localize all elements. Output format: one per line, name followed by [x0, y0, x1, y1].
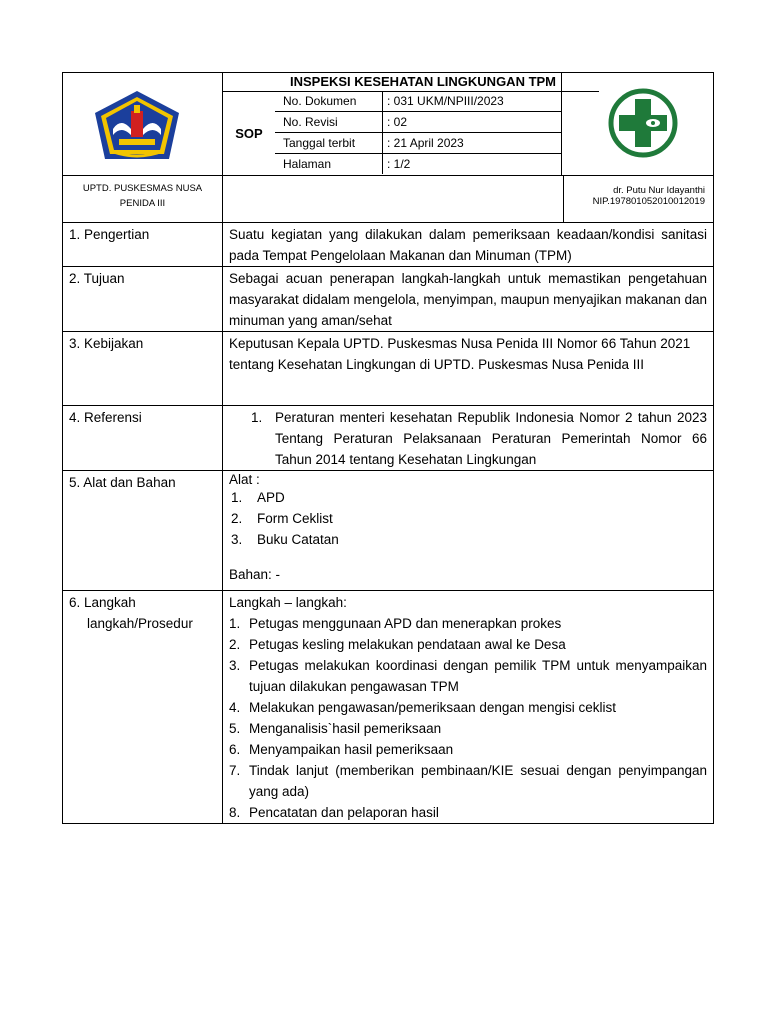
- section-row-pengertian: [63, 223, 714, 267]
- list-number: 2.: [231, 511, 243, 526]
- signer-nip: NIP.197801052010012019: [592, 196, 705, 207]
- document-subheader: [62, 175, 714, 223]
- regional-emblem-logo: [91, 89, 183, 165]
- list-number: 4.: [229, 700, 241, 715]
- list-item: [229, 634, 707, 655]
- list-number: 1.: [251, 410, 263, 425]
- section-row-referensi: [63, 406, 714, 471]
- meta-key: No. Dokumen: [283, 94, 357, 108]
- meta-value: : 02: [387, 115, 408, 129]
- section-row-kebijakan: [63, 332, 714, 406]
- document-meta-table: [275, 91, 561, 174]
- meta-key: Tanggal terbit: [283, 136, 356, 150]
- signer-block: [563, 175, 713, 222]
- list-item: [229, 407, 707, 470]
- meta-row-document-number: [275, 91, 561, 112]
- meta-value: : 21 April 2023: [387, 136, 464, 150]
- list-text: Petugas melakukan koordinasi dengan pemilik TPM untuk menyampaikan tujuan dilakukan pengawasan TPM: [249, 658, 707, 694]
- section-label-line: 6. Langkah: [69, 595, 136, 610]
- institution-line: UPTD. PUSKESMAS NUSA: [82, 183, 203, 194]
- document-title: INSPEKSI KESEHATAN LINGKUNGAN TPM: [223, 73, 623, 92]
- signer-name: dr. Putu Nur Idayanthi: [613, 185, 705, 196]
- list-number: 2.: [229, 637, 241, 652]
- list-text: APD: [257, 490, 285, 505]
- meta-key: Halaman: [283, 157, 332, 171]
- section-content: [223, 471, 714, 591]
- bahan-text: Bahan: -: [229, 567, 281, 582]
- section-row-langkah: [63, 591, 714, 824]
- section-text: [223, 332, 714, 406]
- section-label-line: langkah/Prosedur: [87, 616, 193, 631]
- list-text: Petugas menggunaan APD dan menerapkan prokes: [249, 616, 562, 631]
- list-number: 1.: [231, 490, 243, 505]
- list-item: [229, 655, 707, 697]
- reference-list: [229, 407, 707, 470]
- list-item: [229, 613, 707, 634]
- list-text: Menganalisis`hasil pemeriksaan: [249, 721, 442, 736]
- list-number: 3.: [231, 532, 243, 547]
- list-text: Menyampaikan hasil pemeriksaan: [249, 742, 454, 757]
- list-number: 7.: [229, 763, 241, 778]
- list-number: 1.: [229, 616, 241, 631]
- section-row-alat-bahan: [63, 471, 714, 591]
- section-content: [223, 406, 714, 471]
- sop-content-table: [62, 222, 714, 824]
- puskesmas-logo: [599, 87, 687, 159]
- sop-label: SOP: [235, 126, 263, 141]
- meta-value: : 031 UKM/NPIII/2023: [387, 94, 504, 108]
- meta-row-revision: [275, 112, 561, 133]
- section-label: 2. Tujuan: [63, 267, 223, 332]
- list-text: Buku Catatan: [257, 532, 339, 547]
- section-content: [223, 591, 714, 824]
- alat-heading: Alat :: [229, 472, 260, 487]
- list-number: 5.: [229, 721, 241, 736]
- list-text: Pencatatan dan pelaporan hasil: [249, 805, 439, 820]
- alat-list: [229, 487, 707, 550]
- procedure-list: [229, 613, 707, 823]
- list-number: 6.: [229, 742, 241, 757]
- section-text: Suatu kegiatan yang dilakukan dalam pemeriksaan keadaan/kondisi sanitasi pada Tempat Pengelolaan Makanan dan Minuman (TPM): [223, 223, 714, 267]
- section-label: 3. Kebijakan: [63, 332, 223, 406]
- section-row-tujuan: [63, 267, 714, 332]
- list-number: 8.: [229, 805, 241, 820]
- list-text: Melakukan pengawasan/pemeriksaan dengan mengisi ceklist: [249, 700, 616, 715]
- kebijakan-text: Keputusan Kepala UPTD. Puskesmas Nusa Penida III Nomor 66 Tahun 2021 tentang Kesehatan Lingkungan di UPTD. Puskesmas Nusa Penida III: [229, 336, 691, 372]
- list-item: [229, 718, 707, 739]
- section-label: [63, 591, 223, 824]
- meta-row-page: [275, 154, 561, 174]
- section-label: 1. Pengertian: [63, 223, 223, 267]
- section-label: 4. Referensi: [63, 406, 223, 471]
- list-text: Form Ceklist: [257, 511, 333, 526]
- list-item: [229, 487, 707, 508]
- list-text: Tindak lanjut (memberikan pembinaan/KIE sesuai dengan penyimpangan yang ada): [249, 763, 707, 799]
- section-label: 5. Alat dan Bahan: [63, 471, 223, 591]
- list-item: [229, 508, 707, 529]
- meta-key: No. Revisi: [283, 115, 338, 129]
- list-item: [229, 760, 707, 802]
- list-item: [229, 739, 707, 760]
- meta-row-issue-date: [275, 133, 561, 154]
- document-header: [62, 72, 714, 176]
- list-text: Peraturan menteri kesehatan Republik Indonesia Nomor 2 tahun 2023 Tentang Peraturan Pelaksanaan Peraturan Pemerintah Nomor 66 Tahun 2014 tentang Kesehatan Lingkungan: [275, 410, 707, 467]
- list-number: 3.: [229, 658, 241, 673]
- institution-line: PENIDA III: [119, 198, 166, 209]
- list-text: Petugas kesling melakukan pendataan awal ke Desa: [249, 637, 566, 652]
- list-item: [229, 529, 707, 550]
- institution-name: [63, 175, 223, 222]
- langkah-heading: Langkah – langkah:: [229, 595, 347, 610]
- list-item: [229, 802, 707, 823]
- meta-value: : 1/2: [387, 157, 411, 171]
- list-item: [229, 697, 707, 718]
- section-text: Sebagai acuan penerapan langkah-langkah untuk memastikan pengetahuan masyarakat didalam mengelola, menyimpan, maupun menyajikan makanan dan minuman yang aman/sehat: [223, 267, 714, 332]
